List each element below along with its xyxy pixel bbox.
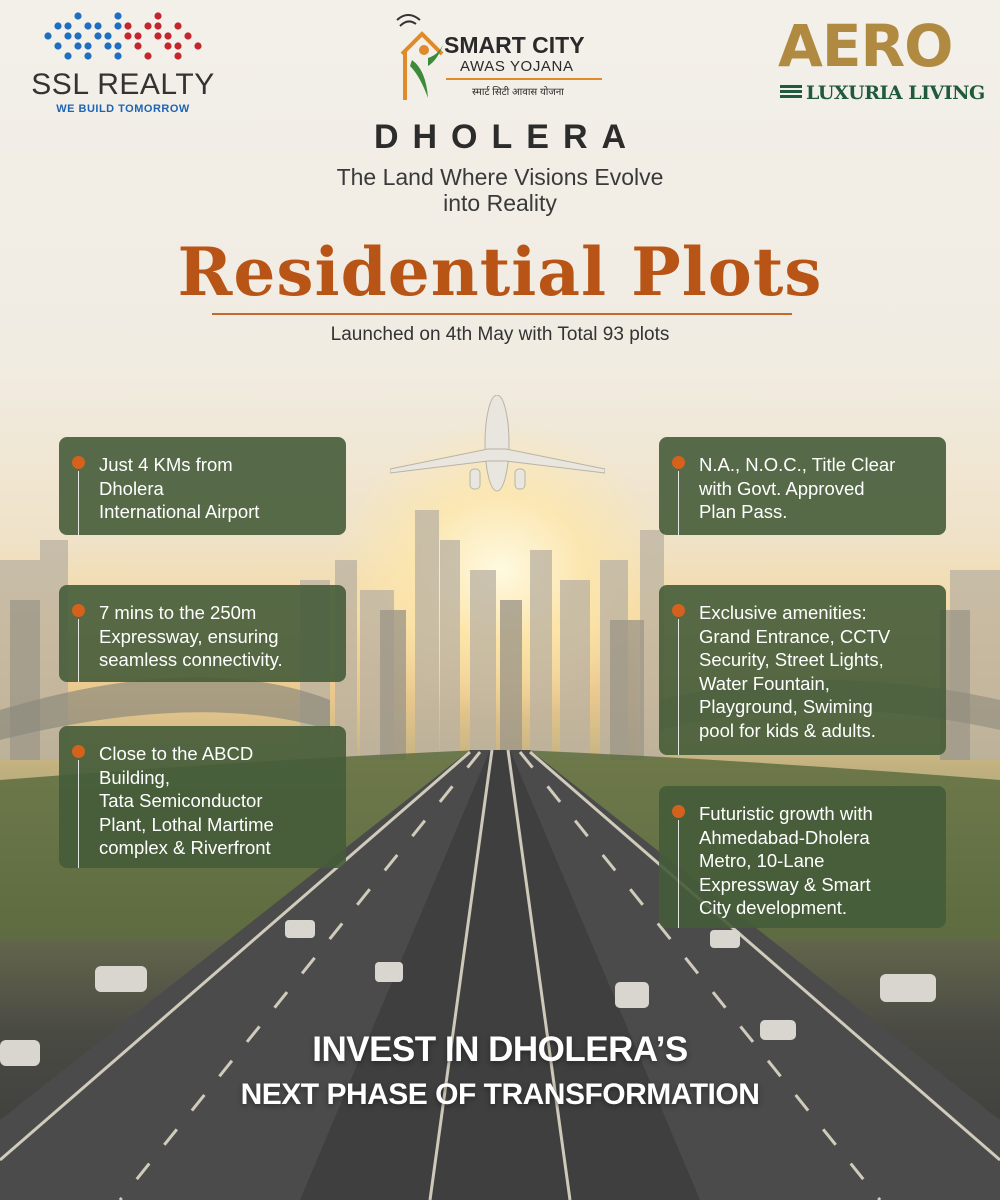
- feature-card: [659, 585, 946, 755]
- bullet-dot-icon: [672, 805, 685, 818]
- airplane-icon: [390, 395, 605, 505]
- launch-info: Launched on 4th May with Total 93 plots: [330, 324, 670, 345]
- smart-city-subtitle: AWAS YOJANA: [460, 58, 574, 75]
- bullet-dot-icon: [72, 456, 85, 469]
- aero-word: AERO: [778, 12, 953, 80]
- smart-city-logo: [396, 14, 606, 104]
- feature-text: Close to the ABCD Building, Tata Semiconductor Plant, Lothal Martime complex & Riverfront: [99, 743, 274, 858]
- page-title: Residential Plots: [177, 233, 823, 311]
- ssl-name: SSL REALTY: [31, 68, 215, 101]
- feature-card: [59, 726, 346, 868]
- ssl-tagline: WE BUILD TOMORROW: [56, 103, 190, 115]
- house-leaf-icon: [396, 14, 446, 102]
- location-heading: DHOLERA: [373, 118, 641, 156]
- bullet-dot-icon: [72, 745, 85, 758]
- aero-bars-icon: [780, 85, 802, 103]
- tagline-text: The Land Where Visions Evolve into Reality: [336, 164, 664, 216]
- feature-text: Just 4 KMs from Dholera International Airport: [99, 454, 260, 522]
- feature-card: [659, 437, 946, 535]
- tagline: [0, 164, 1000, 216]
- aero-logo: [778, 12, 985, 106]
- feature-text: Exclusive amenities: Grand Entrance, CCTV Security, Street Lights, Water Fountain, Playground, Swiming pool for kids & adults.: [699, 602, 891, 741]
- smart-city-hindi: स्मार्ट सिटी आवास योजना: [472, 87, 564, 98]
- feature-text: 7 mins to the 250m Expressway, ensuring seamless connectivity.: [99, 602, 283, 670]
- bullet-dot-icon: [672, 456, 685, 469]
- bullet-dot-icon: [672, 604, 685, 617]
- bullet-dot-icon: [72, 604, 85, 617]
- cta-line-2: NEXT PHASE OF TRANSFORMATION: [240, 1078, 760, 1111]
- ssl-dots-icon: [42, 10, 202, 62]
- feature-card: [659, 786, 946, 928]
- feature-text: N.A., N.O.C., Title Clear with Govt. Approved Plan Pass.: [699, 454, 896, 522]
- feature-card: [59, 585, 346, 682]
- aero-subtitle: LUXURIA LIVING: [806, 82, 985, 104]
- feature-text: Futuristic growth with Ahmedabad-Dholera Metro, 10-Lane Expressway & Smart City development.: [699, 803, 873, 918]
- smart-city-title: SMART CITY: [444, 32, 585, 58]
- title-underline: [212, 313, 792, 315]
- feature-card: [59, 437, 346, 535]
- cta-line-1: INVEST IN DHOLERA’S: [312, 1030, 688, 1069]
- smart-city-divider: [446, 78, 602, 80]
- ssl-realty-logo: [28, 10, 218, 120]
